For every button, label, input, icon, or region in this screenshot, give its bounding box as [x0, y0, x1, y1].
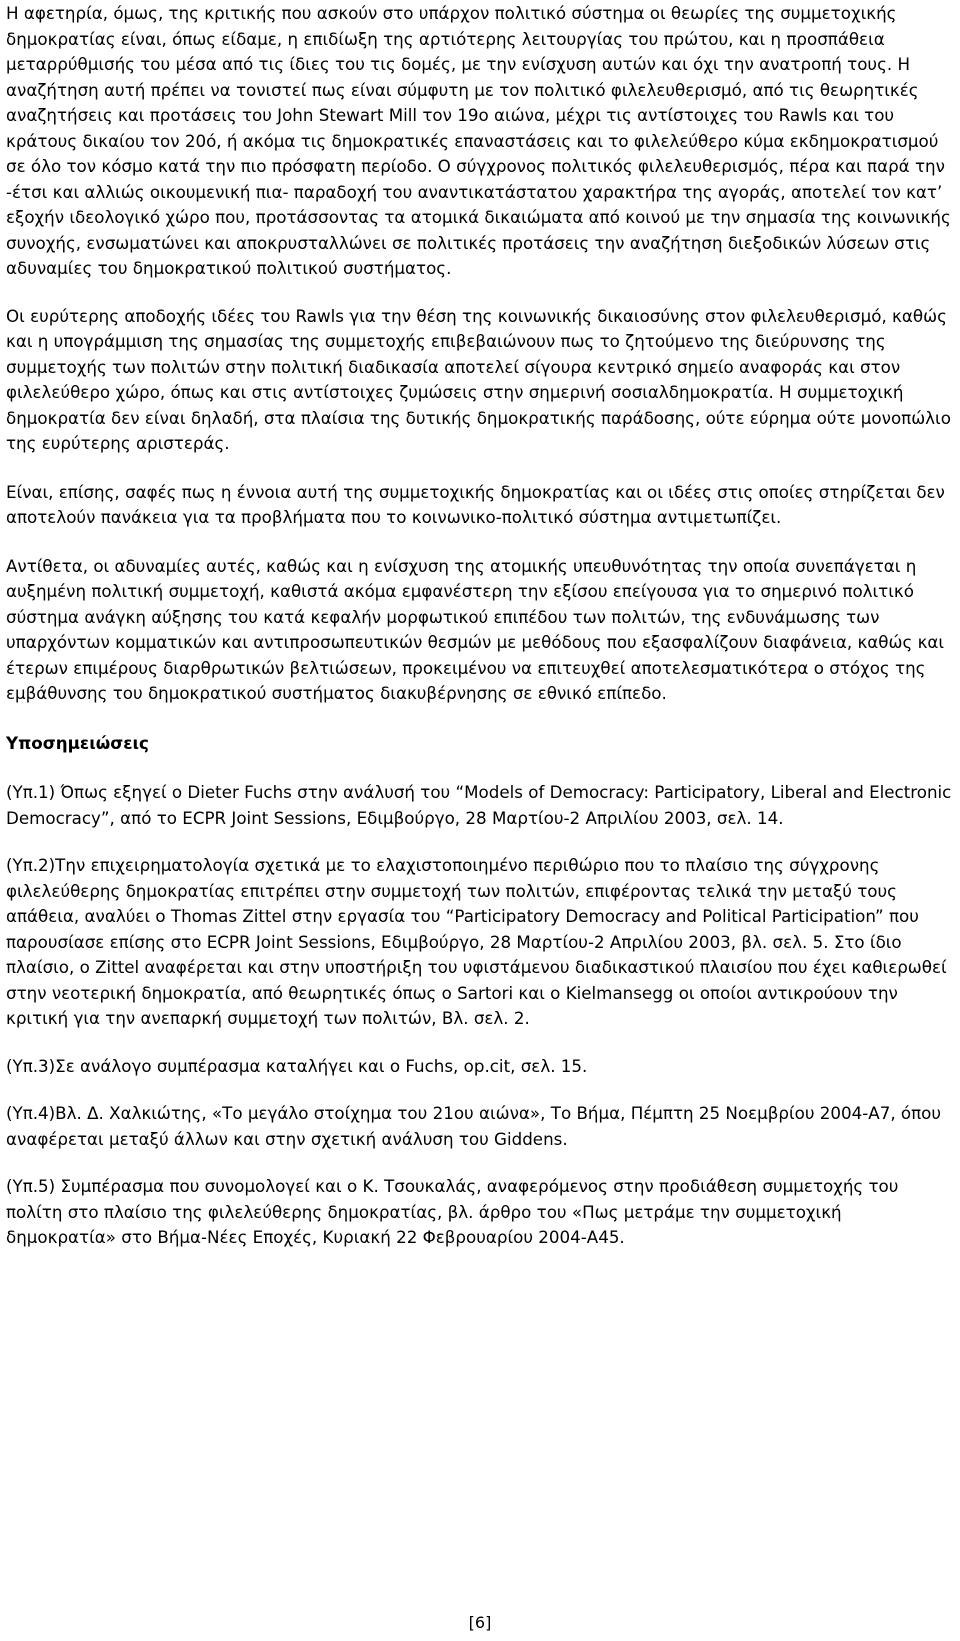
footnote-4: (Υπ.4)Βλ. Δ. Χαλκιώτης, «Το μεγάλο στοίχημα του 21ου αιώνα», Το Βήμα, Πέμπτη 25 Νοεμβρίου 2004-Α7, όπου αναφέρεται μεταξύ άλλων και στην σχετική ανάλυση του Giddens. [6, 1103, 942, 1149]
footnote-3: (Υπ.3)Σε ανάλογο συμπέρασμα καταλήγει και ο Fuchs, op.cit, σελ. 15. [6, 1055, 588, 1076]
body-paragraph-4: Αντίθετα, οι αδυναμίες αυτές, καθώς και η ενίσχυση της ατομικής υπευθυνότητας την οποία συνεπάγεται η αυξημένη πολιτική συμμετοχή, καθιστά ακόμα εμφανέστερη την εξίσου επείγουσα για το σημερινό πολιτικό σύστημα ανάγκη αύξησης του κατά κεφαλήν μορφωτικού επιπέδου των πολιτών, της ενδυνάμωσης των υπαρχόντων κομματικών και αντιπροσωπευτικών θεσμών με μεθόδους που εξασφαλίζουν διαφάνεια, καθώς και έτερων επιμέρους διαρθρωτικών βελτιώσεων, προκειμένου να επιτευχθεί αποτελεσματικότερα ο στόχος της εμβάθυνσης του δημοκρατικού συστήματος διακυβέρνησης σε εθνικό επίπεδο. [6, 555, 945, 703]
footnote-2: (Υπ.2)Την επιχειρηματολογία σχετικά με το ελαχιστοποιημένο περιθώριο που το πλαίσιο της σύγχρονης φιλελεύθερης δημοκρατίας επιτρέπει στην συμμετοχή των πολιτών, επιφέροντας τελικά την μεταξύ τους απάθεια, αναλύει ο Thomas Zittel στην εργασία του “Participatory Democracy and Political Participation” που παρουσίασε επίσης στο ECPR Joint Sessions, Εδιμβούργο, 28 Μαρτίου-2 Απριλίου 2003, βλ. σελ. 5. Στο ίδιο πλαίσιο, ο Zittel αναφέρεται και στην υποστήριξη του υφιστάμενου διαδικαστικού πλαισίου που έχει καθιερωθεί στην νεοτερική δημοκρατία, από θεωρητικές όπως ο Sartori και ο Kielmansegg οι οποίοι αντικρούουν την κριτική για την ανεπαρκή συμμετοχή των πολιτών, Βλ. σελ. 2. [6, 855, 947, 1028]
footnote-5: (Υπ.5) Συμπέρασμα που συνομολογεί και ο Κ. Τσουκαλάς, αναφερόμενος στην προδιάθεση συμμετοχής του πολίτη στο πλαίσιο της φιλελεύθερης δημοκρατίας, βλ. άρθρο του «Πως μετράμε την συμμετοχική δημοκρατία» στο Βήμα-Νέες Εποχές, Κυριακή 22 Φεβρουαρίου 2004-Α45. [6, 1176, 899, 1247]
body-paragraph-1: Η αφετηρία, όμως, της κριτικής που ασκούν στο υπάρχον πολιτικό σύστημα οι θεωρίες της συμμετοχικής δημοκρατίας είναι, όπως είδαμε, η επιδίωξη της αρτιότερης λειτουργίας του πρώτου, και η προσπάθεια μεταρρύθμισής του μέσα από τις ίδιες του τις δομές, με την ενίσχυση αυτών και όχι την ανατροπή τους. Η αναζήτηση αυτή πρέπει να τονιστεί πως είναι σύμφυτη με τον πολιτικό φιλελευθερισμό, από τις θεωρητικές αναζητήσεις και προτάσεις του John Stewart Mill τον 19ο αιώνα, μέχρι τις αντίστοιχες του Rawls και του κράτους δικαίου τον 20ό, ή ακόμα τις δημοκρατικές επαναστάσεις και το φιλελεύθερο κύμα εκδημοκρατισμού σε όλο τον κόσμο κατά την πιο πρόσφατη περίοδο. Ο σύγχρονος πολιτικός φιλελευθερισμός, πέρα και παρά την -έτσι και αλλιώς οικουμενική πια- παραδοχή του αναντικατάστατου χαρακτήρα της αγοράς, αποτελεί τον κατ’ εξοχήν ιδεολογικό χώρο που, προτάσσοντας τα ατομικά δικαιώματα από κοινού με την σημασία της κοινωνικής συνοχής, ενσωματώνει και αποκρυσταλλώνει σε πολιτικές προτάσεις την αναζήτηση διεξοδικών λύσεων στις αδυναμίες του δημοκρατικού πολιτικού συστήματος. [6, 3, 951, 278]
page-number: [6] [468, 1613, 492, 1632]
document-page [6, 0, 952, 1251]
body-paragraph-2: Οι ευρύτερης αποδοχής ιδέες του Rawls για την θέση της κοινωνικής δικαιοσύνης στον φιλελευθερισμό, καθώς και η υπογράμμιση της σημασίας της συμμετοχής επιβεβαιώνουν πως το ζητούμενο της διεύρυνσης της συμμετοχής των πολιτών στην πολιτική διαδικασία αποτελεί σίγουρα κεντρικό σημείο αναφοράς και στον φιλελεύθερο χώρο, όπως και στις αντίστοιχες ζυμώσεις στην σημερινή σοσιαλδημοκρατία. Η συμμετοχική δημοκρατία δεν είναι δηλαδή, στα πλαίσια της δυτικής δημοκρατικής παράδοσης, ούτε εύρημα ούτε μονοπώλιο της ευρύτερης αριστεράς. [6, 305, 951, 453]
footnotes-list [6, 780, 952, 1251]
footnote-1: (Υπ.1) Όπως εξηγεί ο Dieter Fuchs στην ανάλυσή του “Models of Democracy: Participatory, Liberal and Electronic Democracy”, από το ECPR Joint Sessions, Εδιμβούργο, 28 Μαρτίου-2 Απριλίου 2003, σελ. 14. [6, 782, 952, 828]
body-paragraph-3: Είναι, επίσης, σαφές πως η έννοια αυτή της συμμετοχικής δημοκρατίας και οι ιδέες στις οποίες στηρίζεται δεν αποτελούν πανάκεια για τα προβλήματα που το κοινωνικο-πολιτικό σύστημα αντιμετωπίζει. [6, 481, 945, 527]
notes-heading: Υποσημειώσεις [6, 732, 149, 753]
